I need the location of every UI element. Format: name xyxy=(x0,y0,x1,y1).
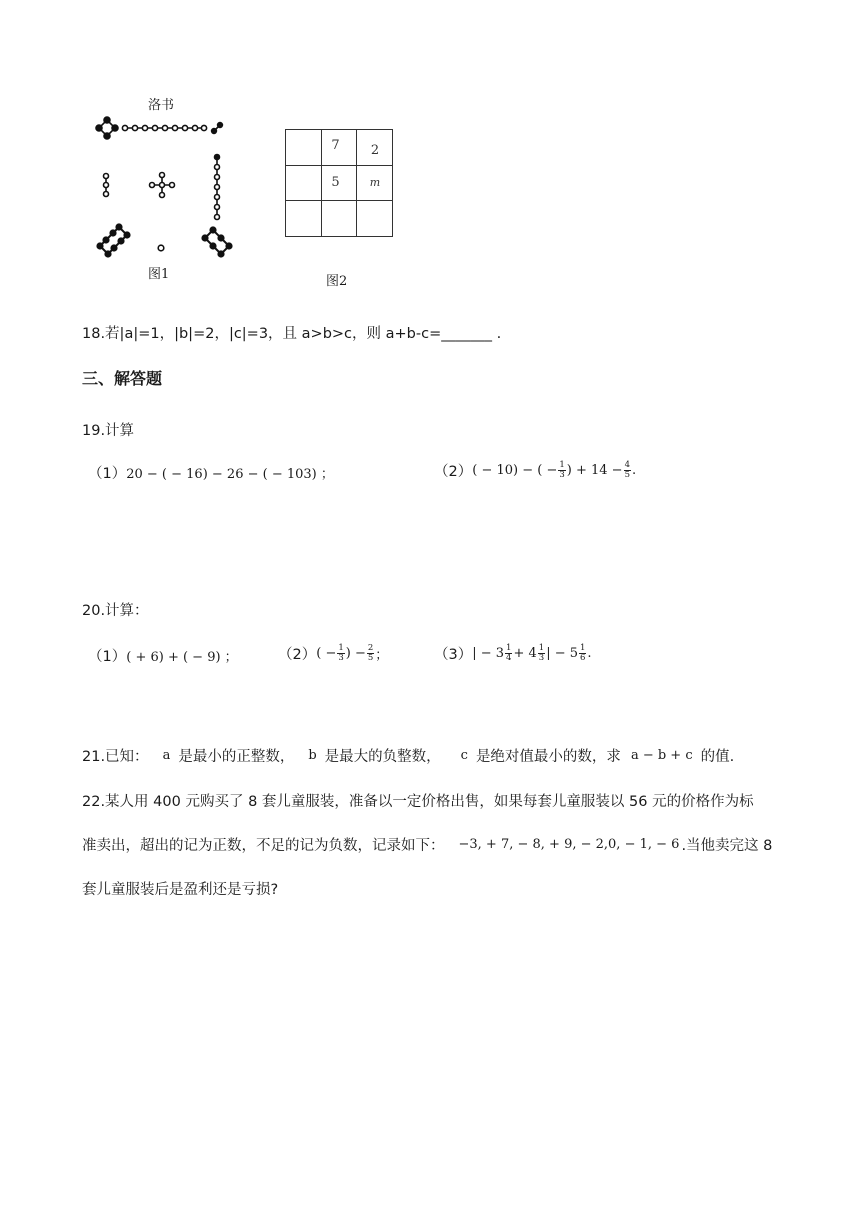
fraction: $\frac{1}{3}$ xyxy=(338,643,344,663)
question-20-part-1 xyxy=(88,645,238,666)
part-label: （1） xyxy=(88,466,127,482)
record-values: −3, + 7, − 8, + 9, − 2,0, − 1, − 6 xyxy=(458,837,680,852)
grid-cell: 2 xyxy=(357,130,393,166)
part-label: （2） xyxy=(278,647,317,663)
grid-cell xyxy=(357,201,393,237)
math-expression: ； xyxy=(375,648,389,663)
grid-cell xyxy=(321,201,357,237)
question-21-text: 是最大的负整数， xyxy=(324,749,441,765)
question-22-text: .当他卖完这 8 xyxy=(681,838,773,854)
figure-1-title: 洛书 xyxy=(148,98,175,113)
question-22-line-1: 22.某人用 400 元购买了 8 套儿童服装，准备以一定价格出售，如果每套儿童服装以 56 元的价格作为标 xyxy=(82,794,754,810)
math-expression: ( − 10) − ( − xyxy=(472,463,558,478)
grid-cell: 7 xyxy=(321,130,357,166)
question-20-title: 20.计算： xyxy=(82,603,149,619)
math-expression: ( − xyxy=(316,646,337,661)
question-21-text: 21.已知： xyxy=(82,749,149,765)
math-expression: 20 − ( − 16) − 26 − ( − 103) ； xyxy=(126,467,334,482)
fraction: $\frac{2}{5}$ xyxy=(367,643,374,663)
fraction: $\frac{1}{3}$ xyxy=(538,643,545,663)
fraction: $\frac{4}{5}$ xyxy=(624,460,630,480)
fraction: $\frac{1}{4}$ xyxy=(506,643,512,663)
math-expression: . xyxy=(631,463,637,478)
question-19-part-2 xyxy=(434,460,636,481)
math-expression: | − 3 xyxy=(472,646,505,661)
math-expression: | − 5 xyxy=(546,646,578,661)
question-22-text: 准卖出，超出的记为正数，不足的记为负数，记录如下： xyxy=(82,838,445,854)
question-20-part-2 xyxy=(278,643,388,664)
part-label: （3） xyxy=(434,647,473,663)
math-expression: . xyxy=(587,646,592,661)
grid-cell: 5 xyxy=(321,165,357,201)
grid-cell: m xyxy=(357,165,393,201)
section-heading: 三、解答题 xyxy=(82,369,163,388)
grid-cell xyxy=(286,165,322,201)
variable-b: b xyxy=(308,748,317,763)
question-20-part-3 xyxy=(434,643,592,664)
math-expression: ( + 6) + ( − 9) ； xyxy=(126,650,238,665)
question-21-text: 是最小的正整数， xyxy=(178,749,295,765)
magic-square-grid xyxy=(285,129,393,237)
part-label: （1） xyxy=(88,649,127,665)
question-18: 18.若|a|=1，|b|=2，|c|=3，且 a>b>c，则 a+b-c=_______ . xyxy=(82,326,502,342)
fraction: $\frac{1}{6}$ xyxy=(580,643,586,663)
question-22-line-2 xyxy=(82,834,772,855)
grid-cell xyxy=(286,130,322,166)
math-expression: ) + 14 − xyxy=(566,463,623,478)
figure-2-caption: 图2 xyxy=(326,274,348,289)
fraction: $\frac{1}{3}$ xyxy=(559,460,565,480)
question-19-title: 19.计算 xyxy=(82,423,135,439)
question-21 xyxy=(82,745,734,766)
variable-c: c xyxy=(460,748,468,763)
variable-a: a xyxy=(162,748,171,763)
question-22-line-3: 套儿童服装后是盈利还是亏损? xyxy=(82,882,279,898)
part-label: （2） xyxy=(434,464,473,480)
question-21-text: 的值. xyxy=(700,749,735,765)
math-expression: ) − xyxy=(345,646,366,661)
question-21-text: 是绝对值最小的数，求 xyxy=(475,749,621,765)
luoshu-dot-diagram xyxy=(92,112,242,262)
grid-cell xyxy=(286,201,322,237)
math-expression: + 4 xyxy=(513,646,537,661)
math-expression: a − b + c xyxy=(630,748,693,763)
question-19-part-1 xyxy=(88,462,334,483)
figure-1-caption: 图1 xyxy=(148,267,170,282)
